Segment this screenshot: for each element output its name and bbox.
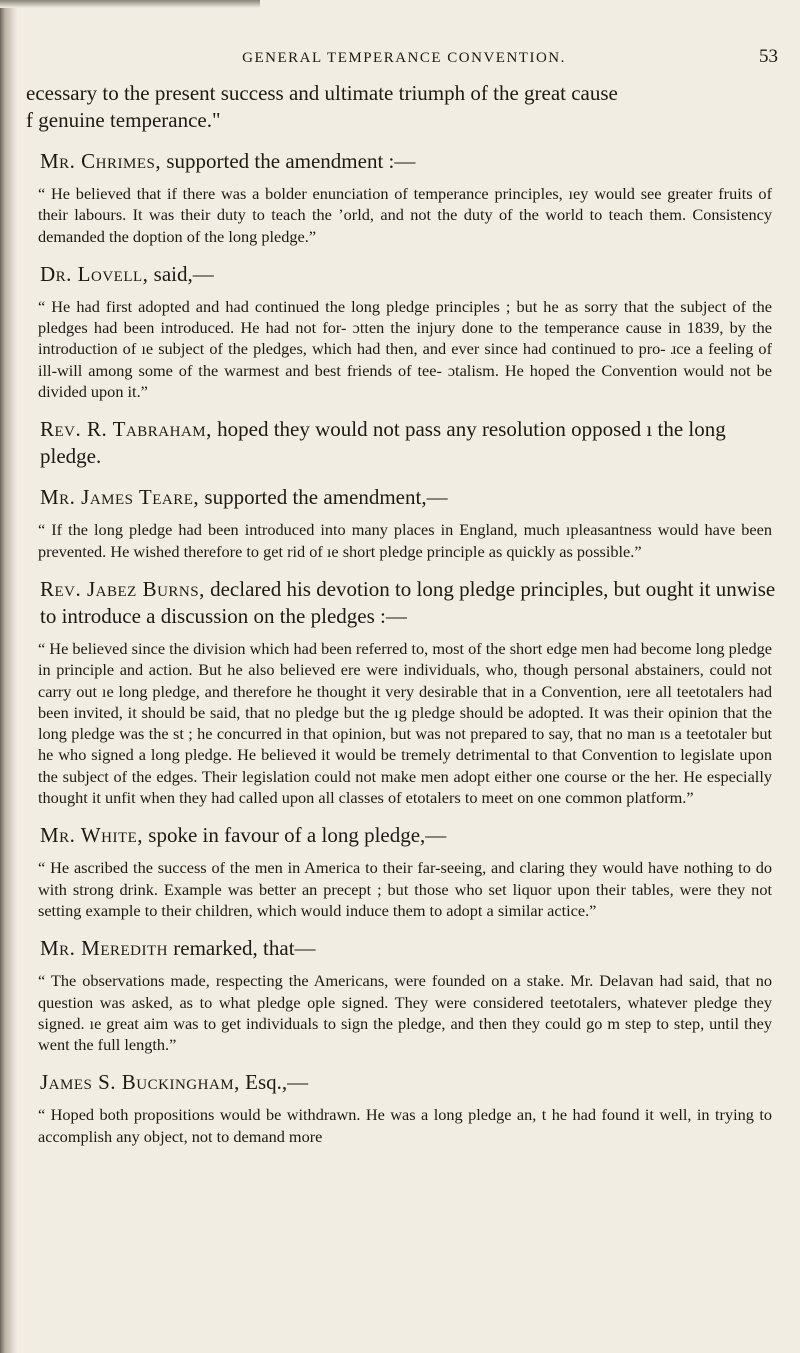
speaker-intro: spoke in favour of a long pledge,— (148, 823, 447, 848)
speaker-intro: declared his devotion to long pledge principles, but ought it unwise to introduce a discussion on the pledges :— (40, 576, 776, 628)
speaker-buckingham (40, 1069, 782, 1096)
running-header (26, 0, 782, 80)
opening-line-2: f genuine temperance." (26, 108, 221, 132)
quote-chrimes: “ He believed that if there was a bolder enunciation of temperance principles, ıey would see greater fruits of their labours. It was their duty to teach the ʼorld, and not the duty of the world to teach them. Consistency demanded the doption of the long pledge.” (38, 184, 772, 246)
speaker-intro: said,— (153, 261, 214, 286)
speaker-chrimes (40, 148, 782, 175)
speaker-name: Rev. R. Tabraham, (40, 417, 212, 442)
quote-teare: “ If the long pledge had been introduced into many places in England, much ıpleasantness would have been prevented. He wished therefore to get rid of ıe short pledge principle as quickly as possible.” (38, 520, 772, 561)
speaker-name: Mr. Meredith (40, 936, 169, 961)
quote-lovell: “ He had first adopted and had continued the long pledge principles ; but he as sorry that the subject of the pledges had been introduced. He had not for- ɔtten the injury done to the temperance cause in 1839, by the introduction of ıe subject of the pledges, which had then, and ever since had continued to pro- ɹce a feeling of ill-will among some of the warmest and best friends of tee- ɔtalism. He hoped the Convention would not be divided upon it.” (38, 296, 772, 402)
speaker-intro: hoped they would not pass any resolution opposed ı the long pledge. (40, 417, 726, 469)
running-title: GENERAL TEMPERANCE CONVENTION. (242, 50, 566, 66)
speaker-meredith (40, 935, 782, 962)
opening-line-1: ecessary to the present success and ultimate triumph of the great cause (26, 81, 618, 105)
page-binding-shadow (0, 0, 18, 1353)
speaker-name: Mr. White, (40, 823, 144, 848)
speaker-white (40, 822, 782, 849)
book-page (26, 0, 782, 1147)
speaker-intro: Esq.,— (245, 1070, 309, 1095)
quote-buckingham: “ Hoped both propositions would be withdrawn. He was a long pledge an, t he had found it well, in trying to accomplish any object, not to demand more (38, 1105, 772, 1146)
body-text (26, 80, 782, 1147)
speaker-name: Mr. Chrimes, (40, 149, 162, 173)
speaker-name: Rev. Jabez Burns, (40, 576, 205, 601)
speaker-tabraham (40, 416, 782, 470)
page-number: 53 (759, 46, 778, 67)
speaker-name: James S. Buckingham, (40, 1070, 240, 1095)
quote-meredith: “ The observations made, respecting the Americans, were founded on a stake. Mr. Delavan had said, that no question was asked, as to what pledge ople signed. They were considered teetotalers, whatever pledge they signed. ıe great aim was to get individuals to sign the pledge, and then they could go m step to step, until they went the full length.” (38, 971, 772, 1055)
speaker-teare (40, 484, 782, 511)
quote-burns: “ He believed since the division which had been referred to, most of the short edge men had become long pledge in principle and action. But he also believed ere were individuals, who, though personal abstainers, could not carry out ıe long pledge, and therefore he thought it very desirable that in a Convention, ıere all teetotalers had been invited, it should be said, that no pledge but the ıg pledge should be adopted. It was their opinion that the long pledge was the st ; he concurred in that opinion, but was not prepared to say, that no man ıs a teetotaler but he who signed a long pledge. He believed it would be tremely detrimental to that Convention to legislate upon the subject of the edges. Their legislation could not make men adopt either one course or the her. He especially thought it unfit when they had called upon all classes of etotalers to meet on one common platform.” (38, 638, 772, 808)
speaker-intro: remarked, that— (173, 936, 316, 961)
speaker-intro: supported the amendment :— (166, 149, 416, 173)
speaker-burns (40, 576, 782, 630)
speaker-lovell (40, 261, 782, 288)
speaker-name: Dr. Lovell, (40, 261, 149, 286)
quote-white: “ He ascribed the success of the men in America to their far-seeing, and claring they would have nothing to do with strong drink. Example was better an precept ; but those who set liquor upon their tables, were they not setting example to their children, which would induce them to adopt a similar actice.” (38, 858, 772, 920)
speaker-intro: supported the amendment,— (204, 485, 448, 510)
speaker-name: Mr. James Teare, (40, 485, 200, 510)
